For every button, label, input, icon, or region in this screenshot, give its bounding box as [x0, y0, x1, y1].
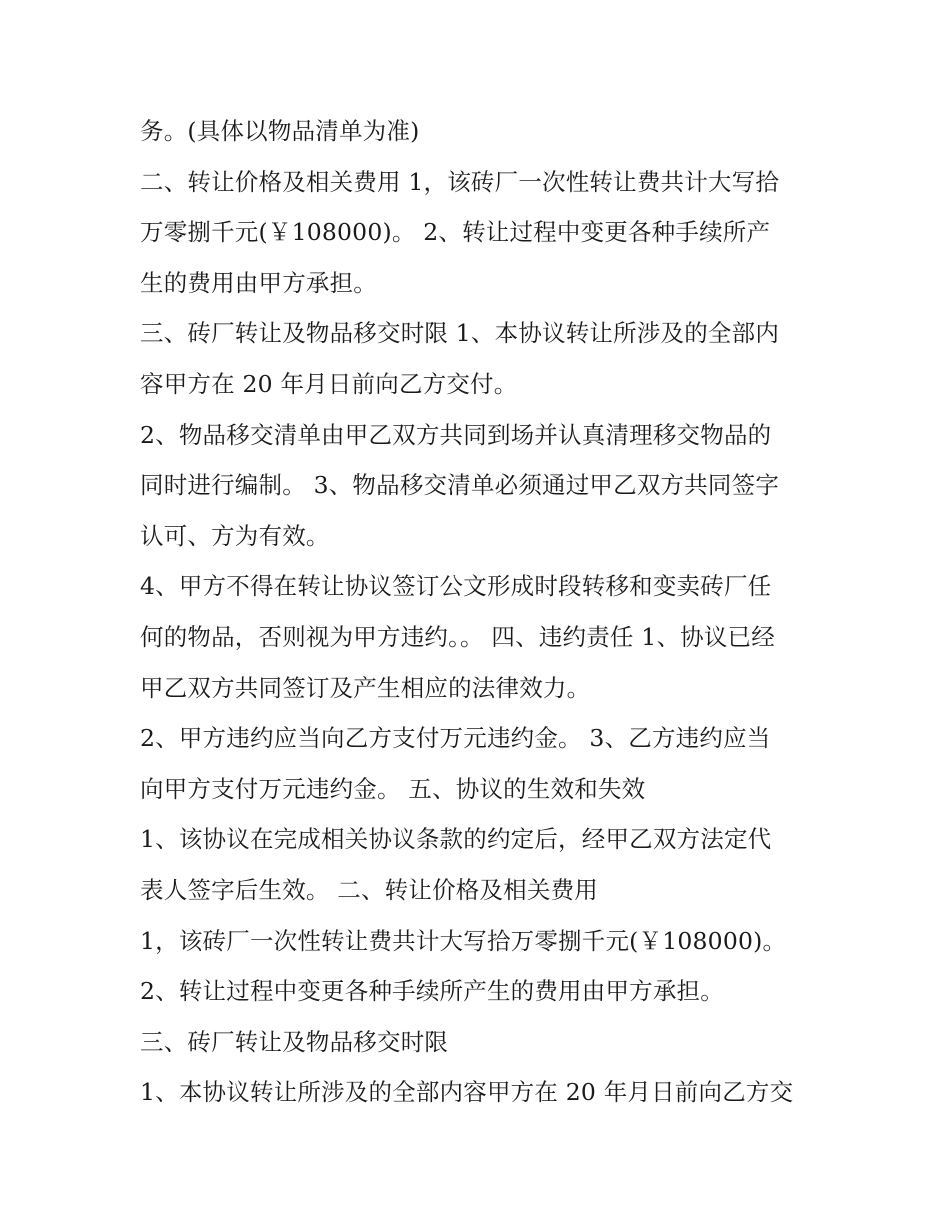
- text-line: 二、转让价格及相关费用 1，该砖厂一次性转让费共计大写拾: [140, 167, 780, 196]
- document-body: [140, 106, 820, 1118]
- text-line: 2、甲方违约应当向乙方支付万元违约金。 3、乙方违约应当: [140, 724, 771, 753]
- text-line: 三、砖厂转让及物品移交时限: [140, 1027, 449, 1056]
- text-line: 务。(具体以物品清单为准): [140, 117, 420, 145]
- text-line: 同时进行编制。 3、物品移交清单必须通过甲乙双方共同签字: [140, 471, 780, 500]
- text-line: 甲乙双方共同签订及产生相应的法律效力。: [140, 673, 591, 702]
- text-line: 2、转让过程中变更各种手续所产生的费用由甲方承担。: [140, 977, 724, 1006]
- text-line: 何的物品，否则视为甲方违约。。 四、违约责任 1、协议已经: [140, 622, 775, 651]
- text-line: 生的费用由甲方承担。: [140, 268, 377, 297]
- text-line: 容甲方在 20 年月日前向乙方交付。: [140, 369, 518, 398]
- text-line: 向甲方支付万元违约金。 五、协议的生效和失效: [140, 774, 646, 803]
- text-line: 1、本协议转让所涉及的全部内容甲方在 20 年月日前向乙方交: [140, 1078, 794, 1107]
- text-line: 1，该砖厂一次性转让费共计大写拾万零捌千元(￥108000)。: [140, 926, 787, 955]
- text-line: 认可、方为有效。: [140, 521, 330, 550]
- text-line: 4、甲方不得在转让协议签订公文形成时段转移和变卖砖厂任: [140, 572, 772, 601]
- text-line: 1、该协议在完成相关协议条款的约定后，经甲乙双方法定代: [140, 825, 772, 854]
- text-line: 三、砖厂转让及物品移交时限 1、本协议转让所涉及的全部内: [140, 319, 780, 348]
- text-line: 万零捌千元(￥108000)。 2、转让过程中变更各种手续所产: [140, 218, 771, 247]
- text-line: 2、物品移交清单由甲乙双方共同到场并认真清理移交物品的: [140, 420, 772, 449]
- text-line: 表人签字后生效。 二、转让价格及相关费用: [140, 875, 598, 904]
